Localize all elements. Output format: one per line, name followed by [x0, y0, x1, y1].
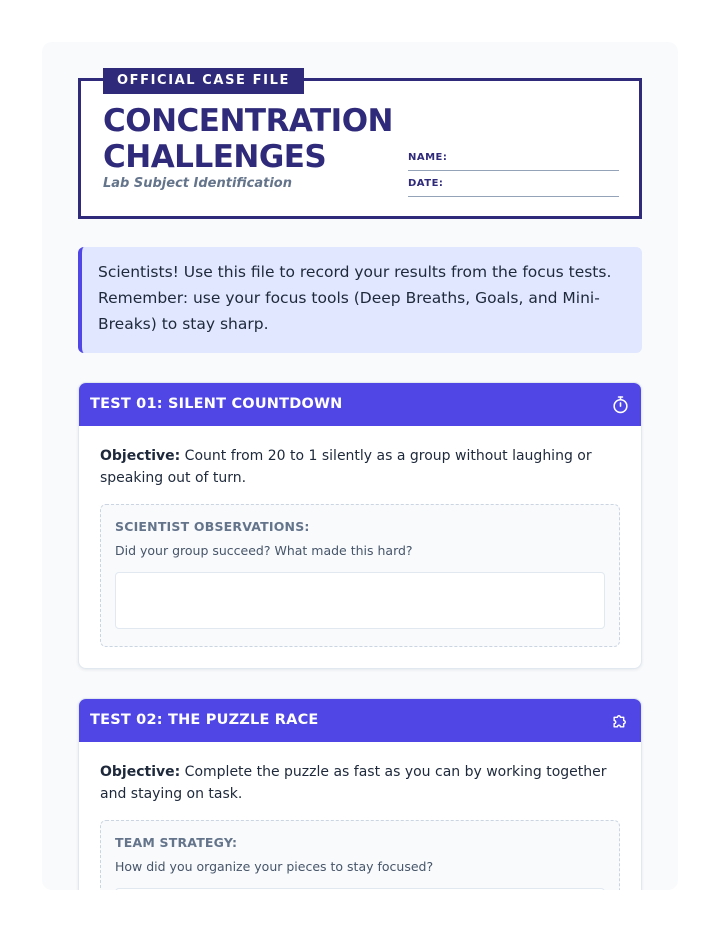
name-field[interactable] — [408, 151, 619, 171]
observations-section — [100, 504, 620, 647]
observations-answer-box[interactable] — [115, 572, 605, 629]
test-title: TEST 01: SILENT COUNTDOWN — [90, 396, 343, 412]
section-label: TEAM STRATEGY: — [115, 835, 238, 850]
objective-label: Objective: — [100, 764, 181, 780]
date-field[interactable] — [408, 177, 619, 197]
case-file-sheet — [42, 42, 678, 890]
objective-text: Count from 20 to 1 silently as a group without laughing or speaking out of turn. — [100, 448, 592, 486]
intro-callout: Scientists! Use this file to record your results from the focus tests. Remember: use your focus tools (Deep Breaths, Goals, and Mini-Breaks) to stay sharp. — [78, 247, 642, 353]
test-card-header — [79, 699, 641, 742]
test-card-header — [79, 383, 641, 426]
case-subtitle: Lab Subject Identification — [103, 176, 292, 191]
test-card — [78, 382, 642, 669]
strategy-answer-box[interactable] — [115, 888, 605, 890]
test-title: TEST 02: THE PUZZLE RACE — [90, 712, 319, 728]
section-label: SCIENTIST OBSERVATIONS: — [115, 519, 310, 534]
test-card — [78, 698, 642, 890]
puzzle-piece-icon — [611, 711, 630, 730]
strategy-section — [100, 820, 620, 890]
test-objective — [100, 446, 621, 489]
test-objective — [100, 762, 621, 805]
name-label: NAME: — [408, 152, 448, 163]
date-label: DATE: — [408, 178, 444, 189]
title-line-2: CHALLENGES — [103, 139, 327, 175]
case-tag: OFFICIAL CASE FILE — [103, 68, 304, 94]
stopwatch-icon — [611, 395, 630, 414]
page-title — [103, 103, 413, 175]
case-header — [78, 73, 642, 219]
title-line-1: CONCENTRATION — [103, 103, 393, 139]
objective-text: Complete the puzzle as fast as you can by working together and staying on task. — [100, 764, 607, 802]
objective-label: Objective: — [100, 448, 181, 464]
section-prompt: How did you organize your pieces to stay focused? — [115, 859, 434, 874]
section-prompt: Did your group succeed? What made this hard? — [115, 543, 413, 558]
